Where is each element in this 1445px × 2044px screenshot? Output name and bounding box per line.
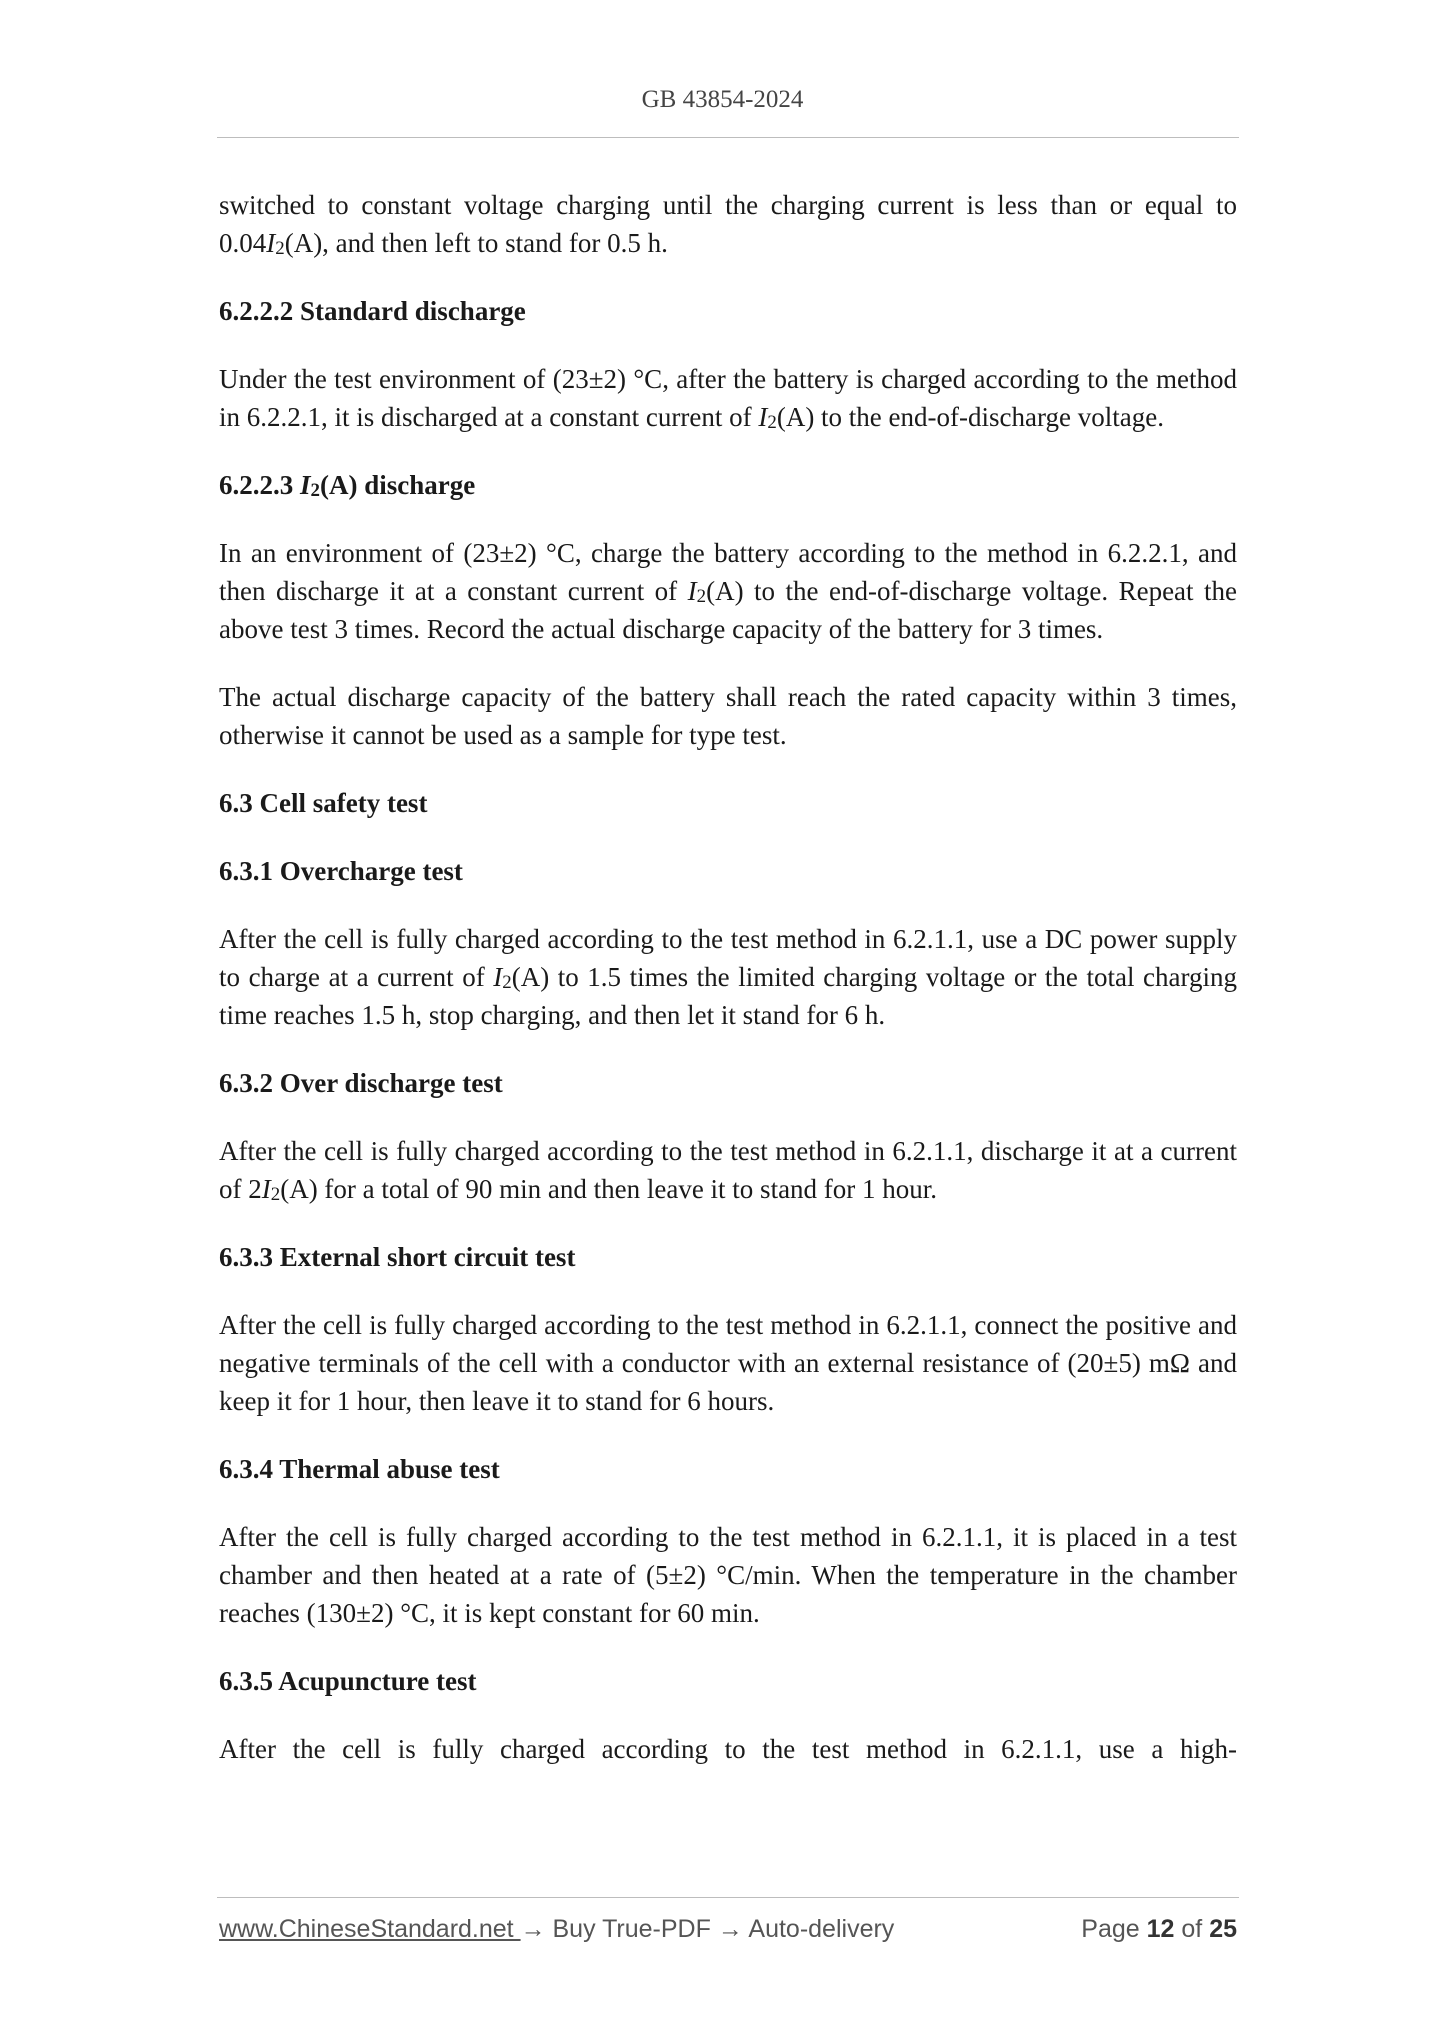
heading-6-3-4: 6.3.4 Thermal abuse test [219,1454,500,1484]
paragraph-6-3-3: After the cell is fully charged according to the test method in 6.2.1.1, connect the positive and negative terminals of the cell with a conductor with an external resistance of (20±5) mΩ and keep it for 1 hour, then leave it to stand for 6 hours. [219,1310,1237,1416]
page-number: Page 12 of 25 [1081,1915,1237,1943]
heading-6-3-1: 6.3.1 Overcharge test [219,856,463,886]
header-divider [217,137,1239,138]
paragraph-6-3-4: After the cell is fully charged according to the test method in 6.2.1.1, it is placed in a test chamber and then heated at a rate of (5±2) °C/min. When the temperature in the chamber reaches (130±2) °C, it is kept constant for 60 min. [219,1522,1237,1628]
heading-6-3-3: 6.3.3 External short circuit test [219,1242,576,1272]
paragraph-6-3-2: After the cell is fully charged according to the test method in 6.2.1.1, discharge it at a current of $2I_2(A)$ for a total of 90 min and then leave it to stand for 1 hour. [219,1136,1237,1205]
website-link[interactable]: www.ChineseStandard.net [219,1915,521,1943]
heading-6-2-2-2: 6.2.2.2 Standard discharge [219,296,526,326]
page-body [219,186,1237,1768]
running-header: GB 43854-2024 [641,86,804,113]
paragraph-6-3-5: After the cell is fully charged according to the test method in 6.2.1.1, use a high- [219,1734,1237,1764]
continued-paragraph: switched to constant voltage charging until the charging current is less than or equal to $0.04I_2(A)$, and then left to stand for 0.5 h. [219,190,1237,259]
footer-promo-text: → Buy True-PDF → Auto-delivery [520,1915,895,1943]
paragraph-6-2-2-2: Under the test environment of (23±2) °C, after the battery is charged according to the method in 6.2.2.1, it is discharged at a constant current of $I_2(A)$ to the end-of-discharge voltage. [219,364,1237,433]
heading-6-3-5: 6.3.5 Acupuncture test [219,1666,477,1696]
paragraph-6-3-1: After the cell is fully charged according to the test method in 6.2.1.1, use a DC power supply to charge at a current of $I_2(A)$ to 1.5 times the limited charging voltage or the total charging time reaches 1.5 h, stop charging, and then let it stand for 6 h. [219,924,1237,1030]
heading-6-3: 6.3 Cell safety test [219,788,428,818]
heading-6-3-2: 6.3.2 Over discharge test [219,1068,503,1098]
paragraph-6-2-2-3-b: The actual discharge capacity of the battery shall reach the rated capacity within 3 times, otherwise it cannot be used as a sample for type test. [219,682,1237,750]
footer-divider [217,1897,1239,1898]
heading-6-2-2-3: 6.2.2.3 $I_2(A)$ discharge [219,470,476,501]
page-footer [219,1915,1237,1955]
footer-promo [219,1915,894,1944]
paragraph-6-2-2-3-a: In an environment of (23±2) °C, charge the battery according to the method in 6.2.2.1, and then discharge it at a constant current of $I_2(A)$ to the end-of-discharge voltage. Repeat the above test 3 times. Record the actual discharge capacity of the battery for 3 times. [219,538,1237,644]
